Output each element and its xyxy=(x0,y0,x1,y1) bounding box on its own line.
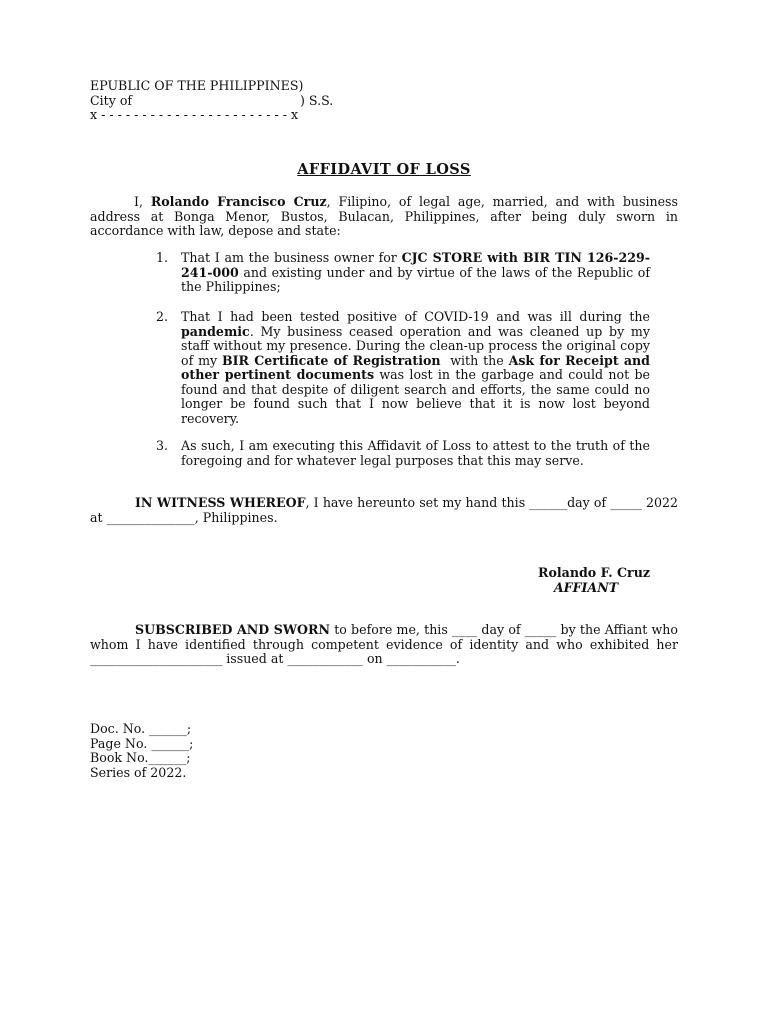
intro-rest: , Filipino, of legal age, married, and with business address at Bonga Menor, Bustos, Bulacan, Philippines, after being duly sworn in accordance with law, depose and state: xyxy=(90,194,678,238)
item-bold-text: BIR Certificate of Registration xyxy=(222,352,441,368)
item-number: 2. xyxy=(156,309,169,324)
list-item xyxy=(156,250,650,295)
notarial-register xyxy=(90,722,290,780)
list-item xyxy=(156,309,650,426)
item-bold-text: Ask for Receipt and other pertinent documents xyxy=(181,352,650,382)
item-text: That I am the business owner for xyxy=(181,250,402,265)
jurat-heading: SUBSCRIBED AND SWORN xyxy=(135,622,330,637)
item-text: That I had been tested positive of COVID-19 and was ill during the xyxy=(181,309,650,324)
list-item xyxy=(156,438,650,468)
affiant-name: Rolando Francisco Cruz xyxy=(150,194,327,209)
item-text: and existing under and by virtue of the laws of the Republic of the Philippines; xyxy=(181,264,650,294)
republic-line: EPUBLIC OF THE PHILIPPINES) xyxy=(90,78,304,93)
item-text: As such, I am executing this Affidavit of Loss to attest to the truth of the foregoing and for whatever legal purposes that this may serve. xyxy=(181,438,650,468)
intro-paragraph xyxy=(90,195,678,239)
series-line: Series of 2022. xyxy=(90,764,187,780)
item-text: with the xyxy=(440,352,509,368)
document-title: AFFIDAVIT OF LOSS xyxy=(297,161,471,178)
intro-lead: I, xyxy=(134,194,143,209)
signatory-role: AFFIANT xyxy=(553,579,619,595)
item-bold-text: pandemic xyxy=(181,323,250,339)
venue-header xyxy=(90,79,390,123)
witness-paragraph xyxy=(90,496,678,525)
jurat-paragraph xyxy=(90,623,678,667)
witness-heading: IN WITNESS WHEREOF xyxy=(135,495,306,510)
doc-number-line: Doc. No. ______; xyxy=(90,721,192,736)
book-number-line: Book No.______; xyxy=(90,750,191,765)
item-text: was lost in the garbage and could not be found and that despite of diligent search and efforts, the same could no longer be found such that I now believe that it is now lost beyond recovery. xyxy=(181,367,650,426)
witness-text: , I have hereunto set my hand this ______day of _____ 2022 at ______________, Philippines. xyxy=(90,495,679,525)
item-number: 3. xyxy=(156,438,169,453)
item-text: . My business ceased operation and was cleaned up by my staff without my presence. During the clean-up process the original copy of my xyxy=(181,323,650,368)
signature-block xyxy=(500,566,650,595)
item-bold-text: CJC STORE with BIR TIN 126-229-241-000 xyxy=(181,250,650,280)
signatory-name: Rolando F. Cruz xyxy=(538,565,650,580)
header-divider: x - - - - - - - - - - - - - - - - - - - - - - - x xyxy=(90,107,299,122)
jurat-text: to before me, this ____ day of _____ by the Affiant who whom I have identified through competent evidence of identity and who exhibited her _____________________ issued at ____________ on ___________. xyxy=(90,622,678,666)
page-number-line: Page No. ______; xyxy=(90,735,194,751)
city-line xyxy=(90,94,390,109)
city-label: City of xyxy=(90,92,133,108)
ss-label: ) S.S. xyxy=(300,92,334,108)
item-number: 1. xyxy=(156,250,169,265)
